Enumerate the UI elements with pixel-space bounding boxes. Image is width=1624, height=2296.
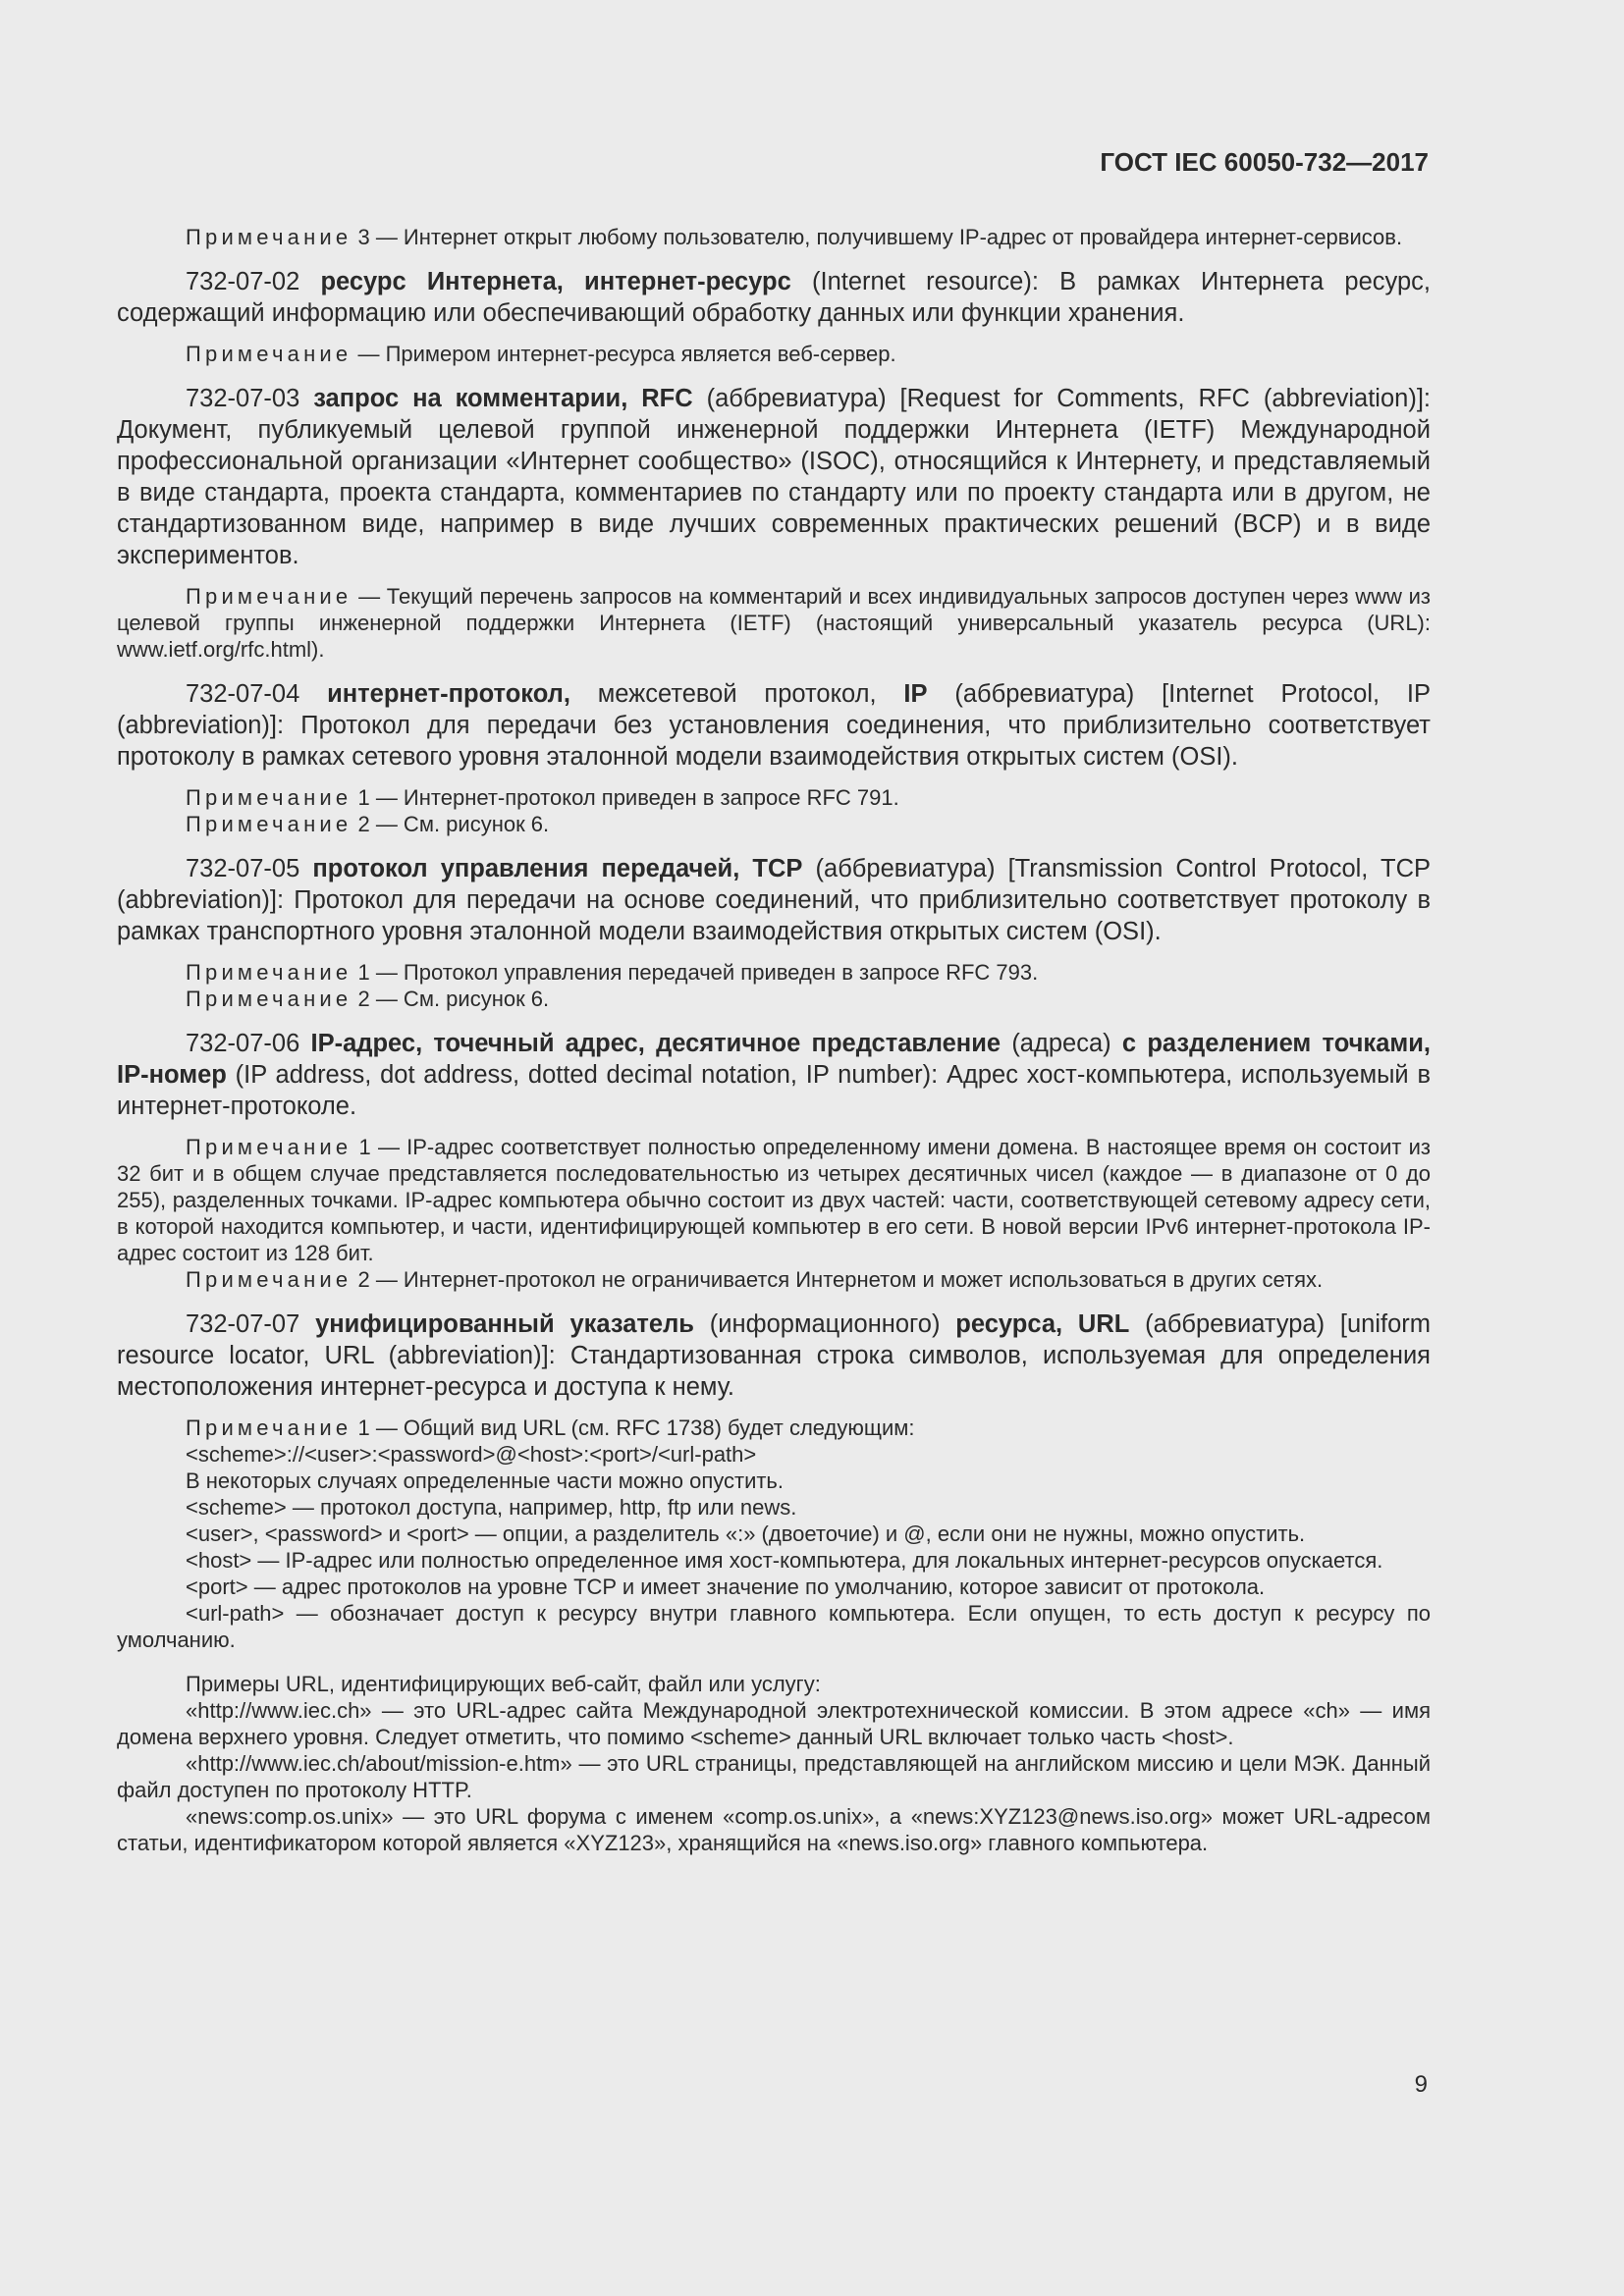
note-word: Примечание [186,225,352,249]
term-title-2: с разделением точками, IP-номер [117,1030,1432,1089]
term-title-2: IP [903,680,928,708]
document-body [117,224,1431,1856]
note-732-07-06-2: Примечание 2 — Интернет-протокол не ограничивается Интернетом и может использоваться в других сетях. [186,1267,1324,1292]
term-732-07-07: 732-07-07 унифицированный указатель (информационного) ресурса, URL (аббревиатура) [uniform resource locator, URL (abbreviation)]: Стандартизованная строка символов, используемая для определения местоположения интернет-ресурса и доступа к нему. [117,1310,1432,1401]
note-732-07-04-2: Примечание 2 — См. рисунок 6. [186,812,550,836]
url-line: <user>, <password> и <port> — опции, а разделитель «:» (двоеточие) и @, если они не нужны, можно опустить. [186,1522,1306,1546]
term-title: унифицированный указатель [315,1310,694,1338]
example-item: «news:comp.os.unix» — это URL форума с именем «comp.os.unix», а «news:XYZ123@news.iso.org» может URL-адресом статьи, идентификатором которой является «XYZ123», хранящийся на «news.iso.org» главного компьютера. [117,1804,1431,1855]
url-line: <scheme>://<user>:<password>@<host>:<port>/<url-path> [186,1442,757,1467]
term-732-07-05: 732-07-05 протокол управления передачей, TCP (аббревиатура) [Transmission Control Protocol, TCP (abbreviation)]: Протокол для передачи на основе соединений, что приблизительно соответствует протоколу в рамках транспортного уровня эталонной модели взаимодействия открытых систем (OSI). [117,855,1432,945]
document-header: ГОСТ IEC 60050-732—2017 [1100,147,1429,177]
url-line: В некоторых случаях определенные части можно опустить. [186,1468,785,1493]
url-line: <host> — IP-адрес или полностью определенное имя хост-компьютера, для локальных интернет-ресурсов опускается. [186,1548,1383,1573]
examples-title: Примеры URL, идентифицирующих веб-сайт, файл или услугу: [186,1672,821,1696]
url-line: <scheme> — протокол доступа, например, http, ftp или news. [186,1495,797,1520]
term-title-2: ресурса, URL [955,1310,1130,1338]
note-732-07-07-1: Примечание 1 — Общий вид URL (см. RFC 1738) будет следующим: [186,1415,915,1440]
term-732-07-02: 732-07-02 ресурс Интернета, интернет-ресурс (Internet resource): В рамках Интернета ресурс, содержащий информацию или обеспечивающий обработку данных или функции хранения. [117,268,1431,327]
note-732-07-05-2: Примечание 2 — См. рисунок 6. [186,987,550,1011]
term-732-07-04: 732-07-04 интернет-протокол, межсетевой протокол, IP (аббревиатура) [Internet Protocol, IP (abbreviation)]: Протокол для передачи без установления соединения, что приблизительно соответствует протоколу в рамках сетевого уровня эталонной модели взаимодействия открытых систем (OSI). [117,680,1431,771]
note-3-top: Примечание 3 — Интернет открыт любому пользователю, получившему IP-адрес от провайдера интернет-сервисов. [186,225,1403,249]
term-732-07-06: 732-07-06 IP-адрес, точечный адрес, десятичное представление (адреса) с разделением точками, IP-номер (IP address, dot address, dotted decimal notation, IP number): Адрес хост-компьютера, используемый в интернет-протоколе. [117,1030,1432,1120]
page-number: 9 [1414,2071,1428,2098]
term-title: ресурс Интернета, интернет-ресурс [320,268,791,295]
example-item: «http://www.iec.ch» — это URL-адрес сайта Международной электротехнической комиссии. В этом адресе «ch» — имя домена верхнего уровня. Следует отметить, что помимо <scheme> данный URL включает только часть <host>. [117,1698,1431,1749]
note-732-07-04-1: Примечание 1 — Интернет-протокол приведен в запросе RFC 791. [186,785,899,810]
term-732-07-03: 732-07-03 запрос на комментарии, RFC (аббревиатура) [Request for Comments, RFC (abbreviation)]: Документ, публикуемый целевой группой инженерной поддержки Интернета (IETF) Международной профессиональной организации «Интернет сообщество» (ISOC), относящийся к Интернету, и представляемый в виде стандарта, проекта стандарта, комментариев по стандарту или по проекту стандарта или в другом, не стандартизованном виде, например в виде лучших современных практических решений (BCP) и в виде экспериментов. [117,385,1431,569]
note-732-07-05-1: Примечание 1 — Протокол управления передачей приведен в запросе RFC 793. [186,960,1039,985]
term-title: IP-адрес, точечный адрес, десятичное представление [310,1030,1001,1057]
example-item: «http://www.iec.ch/about/mission-e.htm» — это URL страницы, представляющей на английском миссию и цели МЭК. Данный файл доступен по протоколу HTTP. [117,1751,1431,1802]
note-732-07-03: Примечание — Текущий перечень запросов на комментарий и всех индивидуальных запросов доступен через www из целевой группы инженерной поддержки Интернета (IETF) (настоящий универсальный указатель ресурса (URL): www.ietf.org/rfc.html). [117,584,1431,662]
note-732-07-02: Примечание — Примером интернет-ресурса является веб-сервер. [186,342,896,366]
term-title: запрос на комментарии, RFC [313,385,693,412]
url-line: <url-path> — обозначает доступ к ресурсу внутри главного компьютера. Если опущен, то есть доступ к ресурсу по умолчанию. [117,1601,1431,1652]
url-line: <port> — адрес протоколов на уровне TCP и имеет значение по умолчанию, которое зависит от протокола. [186,1575,1266,1599]
note-732-07-06-1: Примечание 1 — IP-адрес соответствует полностью определенному имени домена. В настоящее время он состоит из 32 бит и в общем случае представляется последовательностью из четырех десятичных чисел (каждое — в диапазоне от 0 до 255), разделенных точками. IP-адрес компьютера обычно состоит из двух частей: части, соответствующей сетевому адресу сети, в которой находится компьютер, и части, идентифицирующей компьютер в его сети. В новой версии IPv6 интернет-протокола IP-адрес состоит из 128 бит. [117,1135,1431,1265]
term-title: интернет-протокол, [327,680,570,708]
term-title: протокол управления передачей, TCP [312,855,803,882]
